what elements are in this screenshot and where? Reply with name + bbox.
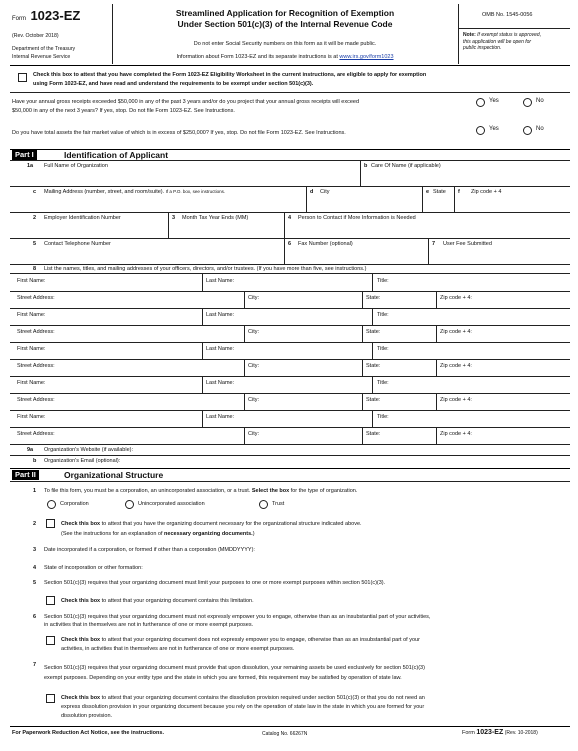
officer-state-label: State: <box>366 329 381 335</box>
footer-form-number: 1023-EZ <box>476 729 504 736</box>
item2-checkbox[interactable] <box>46 519 55 528</box>
officer-first-name-field[interactable] <box>52 309 198 324</box>
officers-label: List the names, titles, and mailing addresses of your officers, directors, and/or trustees. (If you have more than five, see instructions.) <box>44 266 367 272</box>
public-inspection-note <box>463 32 541 52</box>
ein-label: Employer Identification Number <box>44 215 121 221</box>
mailing-address-note: If a P.O. box, see instructions. <box>165 189 226 194</box>
officer-city-field[interactable] <box>262 292 358 307</box>
form-number-text: 1023-EZ <box>30 8 81 23</box>
item2-sub <box>61 531 255 537</box>
field-6-num: 6 <box>288 241 292 247</box>
officer-first-name-label: First Name: <box>17 380 46 386</box>
item6-check-line2: activities, in activities that in themselves are not in furtherance of one or more exempt purposes. <box>61 646 295 652</box>
officer-title-label: Title: <box>377 414 389 420</box>
eligibility-line1: Check this box to attest that you have completed the Form 1023-EZ Eligibility Worksheet in the current instructions, are eligible to apply for exemption <box>33 72 427 78</box>
note-label: Note: <box>463 32 476 38</box>
item7-check-line2: express dissolution provision in your organizing document because you rely on the operation of state law in the state in which you are formed for your <box>61 704 425 710</box>
officer-state-label: State: <box>366 363 381 369</box>
officer-title-label: Title: <box>377 312 389 318</box>
officer-first-name-field[interactable] <box>52 275 198 290</box>
officer-grid-line <box>436 359 437 376</box>
fax-label: Fax Number (optional) <box>298 241 353 247</box>
officer-state-field[interactable] <box>384 326 432 341</box>
footer-form-word: Form <box>462 730 475 736</box>
field-9a-num: 9a <box>27 447 34 453</box>
item2-bold: Check this box <box>61 521 101 527</box>
care-of-label: Care Of Name (if applicable) <box>371 163 441 169</box>
state-label: State <box>433 189 446 195</box>
q2-no-radio[interactable] <box>523 126 532 135</box>
eligibility-checkbox[interactable] <box>18 73 27 82</box>
city-label: City <box>320 189 330 195</box>
item2-text <box>61 521 362 527</box>
field-2-num: 2 <box>33 215 37 221</box>
officer-grid-line <box>436 393 437 410</box>
item6-bold: Check this box <box>61 637 101 643</box>
part2-title: Organizational Structure <box>64 470 164 480</box>
officer-city-label: City: <box>248 329 259 335</box>
q2-yes-radio[interactable] <box>476 126 485 135</box>
item5-checkbox[interactable] <box>46 596 55 605</box>
officer-street-field[interactable] <box>68 292 240 307</box>
item7-checkbox[interactable] <box>46 694 55 703</box>
item5-bold: Check this box <box>61 598 101 604</box>
rev-date: (Rev. October 2018) <box>12 33 59 39</box>
item5-check-text <box>61 598 254 604</box>
irs-form-link[interactable]: www.irs.gov/form1023 <box>339 54 394 60</box>
item3-text: Date incorporated if a corporation, or formed if other than a corporation (MMDDYYYY): <box>44 547 255 553</box>
officer-zip-field[interactable] <box>478 292 566 307</box>
item7-check-line3: dissolution provision. <box>61 713 113 719</box>
officer-state-field[interactable] <box>384 394 432 409</box>
officer-street-field[interactable] <box>68 326 240 341</box>
footer-form-id <box>462 729 538 736</box>
officer-city-field[interactable] <box>262 326 358 341</box>
part1-title: Identification of Applicant <box>64 150 169 160</box>
q1-no-radio[interactable] <box>523 98 532 107</box>
item7-body1: to attest that your organizing document contains the dissolution provision required under section 501(c)(3) or that you do not need an <box>101 695 425 701</box>
item2-body: to attest that you have the organizing document necessary for the organizational structure indicated above. <box>101 521 362 527</box>
officer-first-name-field[interactable] <box>52 377 198 392</box>
field-7-num: 7 <box>432 241 436 247</box>
officer-last-name-label: Last Name: <box>206 312 235 318</box>
item4-text: State of incorporation or other formation: <box>44 565 143 571</box>
incorporation-date-field[interactable] <box>322 545 442 555</box>
officer-title-label: Title: <box>377 380 389 386</box>
officer-grid-line <box>362 325 363 342</box>
field-f-num: f <box>458 189 460 195</box>
q2-no-label: No <box>536 126 544 132</box>
officer-title-field[interactable] <box>396 411 566 426</box>
note-line2: this application will be open for <box>463 38 532 45</box>
officer-title-label: Title: <box>377 346 389 352</box>
item3-num: 3 <box>33 547 37 553</box>
q1-no-label: No <box>536 98 544 104</box>
mailing-address-label <box>44 189 225 195</box>
info-line <box>112 54 458 60</box>
field-d-num: d <box>310 189 314 195</box>
officer-grid-line <box>202 342 203 359</box>
officer-last-name-field[interactable] <box>244 377 368 392</box>
officer-grid-line <box>436 427 437 444</box>
corporation-radio[interactable] <box>47 500 56 509</box>
officer-street-label: Street Address: <box>17 397 55 403</box>
website-label: Organization's Website (if available): <box>44 447 133 453</box>
officer-city-label: City: <box>248 397 259 403</box>
q1-yes-radio[interactable] <box>476 98 485 107</box>
officer-last-name-field[interactable] <box>244 309 368 324</box>
officer-zip-label: Zip code + 4: <box>440 295 472 301</box>
officer-title-field[interactable] <box>396 275 566 290</box>
officer-grid-line <box>372 308 373 325</box>
part2-label: Part II <box>12 470 39 480</box>
officer-state-label: State: <box>366 397 381 403</box>
officer-title-field[interactable] <box>396 343 566 358</box>
telephone-label: Contact Telephone Number <box>44 241 111 247</box>
note-line3: public inspection. <box>463 45 502 51</box>
officer-zip-label: Zip code + 4: <box>440 329 472 335</box>
officer-grid-line <box>372 274 373 291</box>
officer-city-field[interactable] <box>262 360 358 375</box>
trust-radio[interactable] <box>259 500 268 509</box>
field-1a-num: 1a <box>27 163 34 169</box>
officer-last-name-label: Last Name: <box>206 346 235 352</box>
officer-grid-line <box>372 376 373 393</box>
officer-zip-field[interactable] <box>478 360 566 375</box>
item6-num: 6 <box>33 614 37 620</box>
item1-num: 1 <box>33 488 37 494</box>
q1-line1: Have your annual gross receipts exceeded $50,000 in any of the past 3 years and/or do you project that your annual gross receipts will exceed <box>12 99 360 105</box>
item1-text-c: for the type of organization. <box>290 488 358 494</box>
item1-text <box>44 488 357 494</box>
officer-street-label: Street Address: <box>17 329 55 335</box>
officer-zip-field[interactable] <box>478 394 566 409</box>
tax-year-label: Month Tax Year Ends (MM) <box>182 215 249 221</box>
field-e-num: e <box>426 189 430 195</box>
officer-zip-label: Zip code + 4: <box>440 431 472 437</box>
officer-city-label: City: <box>248 295 259 301</box>
officer-street-label: Street Address: <box>17 431 55 437</box>
user-fee-label: User Fee Submitted <box>443 241 492 247</box>
officer-last-name-label: Last Name: <box>206 380 235 386</box>
officer-last-name-field[interactable] <box>244 275 368 290</box>
officer-grid-line <box>202 410 203 427</box>
field-9b-num: b <box>33 458 37 464</box>
officer-last-name-field[interactable] <box>244 411 368 426</box>
item6-checkbox[interactable] <box>46 636 55 645</box>
officer-grid-line <box>362 427 363 444</box>
item6-line2: in activities that in themselves are not in furtherance of one or more exempt purposes. <box>44 622 254 628</box>
officer-grid-line <box>202 308 203 325</box>
title-line1: Streamlined Application for Recognition of Exemption <box>175 8 395 18</box>
officer-street-label: Street Address: <box>17 363 55 369</box>
full-name-label: Full Name of Organization <box>44 163 108 169</box>
officer-grid-line <box>202 274 203 291</box>
officer-state-field[interactable] <box>384 360 432 375</box>
item6-body1: to attest that your organizing document does not expressly empower you to engage, otherwise than as an insubstantial part of your <box>101 637 420 643</box>
email-label: Organization's Email (optional): <box>44 458 121 464</box>
title-line2: Under Section 501(c)(3) of the Internal Revenue Code <box>177 19 393 29</box>
item7-line1: Section 501(c)(3) requires that your organizing document must provide that upon dissolution, your remaining assets be used exclusively for section 501(c)(3) <box>44 665 425 671</box>
officer-grid-line <box>362 359 363 376</box>
item7-bold: Check this box <box>61 695 101 701</box>
item5-body: to attest that your organizing document contains this limitation. <box>101 598 254 604</box>
field-3-num: 3 <box>172 215 176 221</box>
footer-catalog: Catalog No. 66267N <box>262 731 308 737</box>
officer-grid-line <box>362 291 363 308</box>
state-of-formation-field[interactable] <box>160 563 320 573</box>
item1-text-a: To file this form, you must be a corporation, an unincorporated association, or a trust. <box>44 488 251 494</box>
officer-title-field[interactable] <box>396 309 566 324</box>
officer-grid-line <box>362 393 363 410</box>
officer-city-label: City: <box>248 431 259 437</box>
item7-num: 7 <box>33 662 37 668</box>
officer-grid-line <box>244 427 245 444</box>
officer-state-field[interactable] <box>384 428 432 443</box>
field-c-num: c <box>33 189 37 195</box>
officer-zip-label: Zip code + 4: <box>440 363 472 369</box>
officer-zip-field[interactable] <box>478 326 566 341</box>
officer-grid-line <box>10 444 570 445</box>
zip-label: Zip code + 4 <box>471 189 502 195</box>
footer-paperwork-notice: For Paperwork Reduction Act Notice, see the instructions. <box>12 730 164 736</box>
dept-line1: Department of the Treasury <box>12 46 76 52</box>
item7-check-line1 <box>61 695 425 701</box>
officer-grid-line <box>436 325 437 342</box>
officer-first-name-label: First Name: <box>17 346 46 352</box>
ssn-notice: Do not enter Social Security numbers on this form as it will be made public. <box>193 41 377 47</box>
officer-last-name-label: Last Name: <box>206 278 235 284</box>
note-line1: If exempt status is approved, <box>477 32 542 38</box>
officer-first-name-field[interactable] <box>52 411 198 426</box>
officer-grid-line <box>202 376 203 393</box>
officer-first-name-label: First Name: <box>17 278 46 284</box>
item2-sub-bold: necessary organizing documents. <box>164 531 253 537</box>
item7-line2: exempt purposes. Depending on your entity type and the state in which you are formed, this requirement may be satisfied by operation of state law. <box>44 675 402 681</box>
officer-last-name-field[interactable] <box>244 343 368 358</box>
item1-text-bold: Select the box <box>251 488 290 494</box>
item6-check-line1 <box>61 637 420 643</box>
officer-city-field[interactable] <box>262 428 358 443</box>
item4-num: 4 <box>33 565 37 571</box>
officer-street-field[interactable] <box>68 428 240 443</box>
field-5-num: 5 <box>33 241 37 247</box>
item2-num: 2 <box>33 521 37 527</box>
officer-city-label: City: <box>248 363 259 369</box>
officer-state-label: State: <box>366 431 381 437</box>
q2-text: Do you have total assets the fair market value of which is in excess of $250,000? If yes, stop. Do not file Form 1023-EZ. See Instructions. <box>12 130 346 136</box>
item2-sub-a: (See the instructions for an explanation of <box>61 531 163 537</box>
eligibility-line2: using Form 1023-EZ, and have read and understand the requirements to be exempt under section 501(c)(3). <box>33 81 314 87</box>
q2-yes-label: Yes <box>489 126 499 132</box>
officer-grid-line <box>244 291 245 308</box>
full-name-field[interactable] <box>40 170 356 184</box>
form-word: Form <box>12 16 26 22</box>
field-8-num: 8 <box>33 266 37 272</box>
item5-num: 5 <box>33 580 37 586</box>
officer-state-field[interactable] <box>384 292 432 307</box>
item6-line1: Section 501(c)(3) requires that your organizing document must not expressly empower you to engage, otherwise than as an insubstantial part of your activities, <box>44 614 431 620</box>
officer-grid-line <box>372 410 373 427</box>
officer-city-field[interactable] <box>262 394 358 409</box>
footer-rev: (Rev. 10-2018) <box>504 730 538 736</box>
officer-last-name-label: Last Name: <box>206 414 235 420</box>
dept-line2: Internal Revenue Service <box>12 54 71 60</box>
officer-grid-line <box>244 393 245 410</box>
care-of-field[interactable] <box>366 170 566 184</box>
part1-label: Part I <box>12 150 37 160</box>
officer-grid-line <box>244 325 245 342</box>
unincorporated-radio[interactable] <box>125 500 134 509</box>
omb-number: OMB No. 1545-0056 <box>482 12 533 18</box>
corporation-label: Corporation <box>60 501 89 507</box>
field-1b-num: b <box>364 163 368 169</box>
field-4-num: 4 <box>288 215 292 221</box>
q1-yes-label: Yes <box>489 98 499 104</box>
officer-title-label: Title: <box>377 278 389 284</box>
officer-street-label: Street Address: <box>17 295 55 301</box>
info-text: Information about Form 1023-EZ and its separate instructions is at <box>176 54 338 60</box>
form-number <box>12 7 80 25</box>
officer-title-field[interactable] <box>396 377 566 392</box>
mailing-address-text: Mailing Address (number, street, and room/suite). <box>44 189 165 195</box>
officer-first-name-label: First Name: <box>17 312 46 318</box>
officer-first-name-label: First Name: <box>17 414 46 420</box>
trust-label: Trust <box>272 501 285 507</box>
officer-grid-line <box>372 342 373 359</box>
officer-street-field[interactable] <box>68 394 240 409</box>
officer-grid-line <box>244 359 245 376</box>
officer-street-field[interactable] <box>68 360 240 375</box>
officer-zip-label: Zip code + 4: <box>440 397 472 403</box>
unincorporated-label: Unincorporated association <box>138 501 205 507</box>
item5-text: Section 501(c)(3) requires that your organizing document must limit your purposes to one or more exempt purposes within section 501(c)(3). <box>44 580 386 586</box>
officer-grid-line <box>436 291 437 308</box>
officer-first-name-field[interactable] <box>52 343 198 358</box>
officer-state-label: State: <box>366 295 381 301</box>
officer-zip-field[interactable] <box>478 428 566 443</box>
contact-person-label: Person to Contact if More Information is Needed <box>298 215 416 221</box>
item2-sub-c: ) <box>252 531 255 537</box>
q1-line2: $50,000 in any of the next 3 years? If yes, stop. Do not file Form 1023-EZ. See Instructions. <box>12 108 235 114</box>
